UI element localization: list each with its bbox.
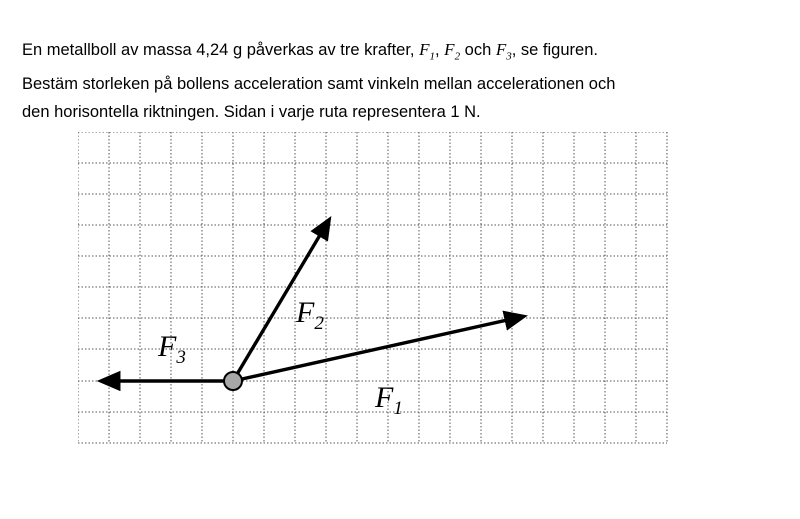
problem-line-2: Bestäm storleken på bollens acceleration samt vinkeln mellan accelerationen och [22, 75, 616, 94]
vector-f1-arrow [233, 319, 512, 381]
force-symbol-f1: $F_1$ [419, 40, 435, 63]
vector-label-f3: $F_3$ [158, 330, 186, 368]
force-symbol-f2: $F_2$ [444, 40, 461, 63]
ball-origin-dot [224, 372, 242, 390]
force-diagram-figure [78, 132, 668, 444]
grid-lines [78, 132, 667, 443]
problem-line-1: En metallboll av massa 4,24 g påverkas av tre krafter, $F_1$, $F_2$ och $F_3$, se figuren. [22, 40, 598, 63]
vector-label-f2: $F_2$ [296, 296, 324, 334]
problem-statement [22, 36, 782, 126]
force-symbol-f3: $F_3$ [495, 40, 512, 63]
vector-label-f1: $F_1$ [375, 381, 403, 419]
problem-line-3: den horisontella riktningen. Sidan i varje ruta representera 1 N. [22, 103, 481, 122]
